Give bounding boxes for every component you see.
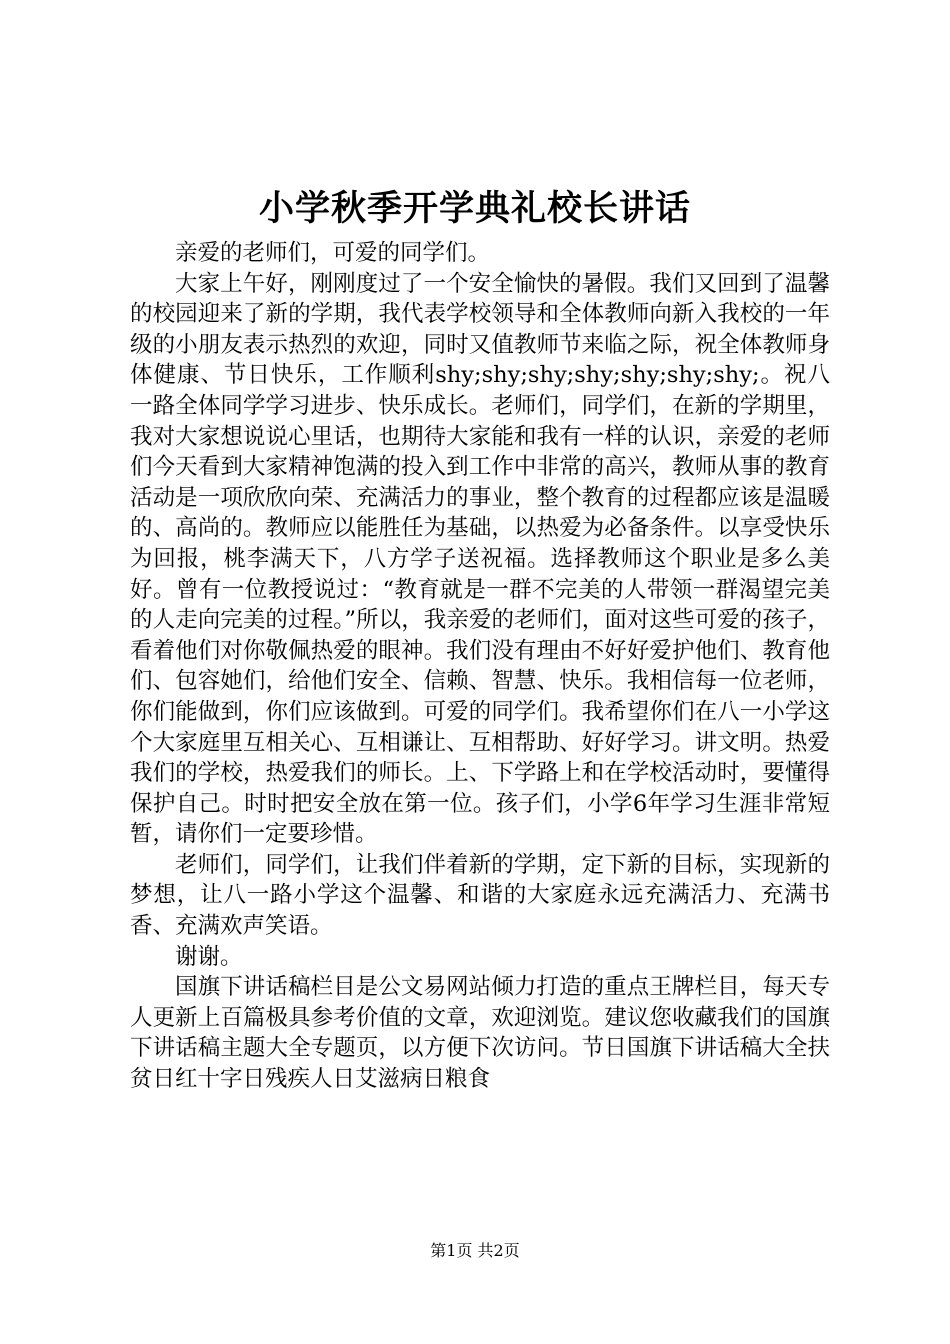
paragraph-greeting: 亲爱的老师们，可爱的同学们。 xyxy=(175,240,491,266)
page-title: 小学秋季开学典礼校长讲话 xyxy=(258,188,691,229)
paragraph-main: 大家上午好，刚刚度过了一个安全愉快的暑假。我们又回到了温馨的校园迎来了新的学期，我代表学校领导和全体教师向新入我校的一年级的小朋友表示热烈的欢迎，同时又值教师节来临之际，祝全体教师身体健康、节日快乐，工作顺利shy;shy;shy;shy;shy;shy;shy;。祝八一路全体同学学习进步、快乐成长。老师们，同学们，在新的学期里，我对大家想说说心里话，也期待大家能和我有一样的认识，亲爱的老师们今天看到大家精神饱满的投入到工作中非常的高兴，教师从事的教育活动是一项欣欣向荣、充满活力的事业，整个教育的过程都应该是温暖的、高尚的。教师应以能胜任为基础，以热爱为必备条件。以享受快乐为回报，桃李满天下，八方学子送祝福。选择教师这个职业是多么美好。曾有一位教授说过：“教育就是一群不完美的人带领一群渴望完美的人走向完美的过程。”所以，我亲爱的老师们，面对这些可爱的孩子，看着他们对你敬佩热爱的眼神。我们没有理由不好好爱护他们、教育他们、包容她们，给他们安全、信赖、智慧、快乐。我相信每一位老师，你们能做到，你们应该做到。可爱的同学们。我希望你们在八一小学这个大家庭里互相关心、互相谦让、互相帮助、好好学习。讲文明。热爱我们的学校，热爱我们的师长。上、下学路上和在学校活动时，要懂得保护自己。时时把安全放在第一位。孩子们，小学6年学习生涯非常短暂，请你们一定要珍惜。 xyxy=(130,270,830,848)
paragraph-thanks: 谢谢。 xyxy=(175,943,243,970)
paragraph-closing: 老师们，同学们，让我们伴着新的学期，定下新的目标，实现新的梦想，让八一路小学这个温馨、和谐的大家庭永远充满活力、充满书香、充满欢声笑语。 xyxy=(130,851,830,940)
paragraph-promo: 国旗下讲话稿栏目是公文易网站倾力打造的重点王牌栏目，每天专人更新上百篇极具参考价值的文章，欢迎浏览。建议您收藏我们的国旗下讲话稿主题大全专题页，以方便下次访问。节日国旗下讲话稿大全扶贫日红十字日残疾人日艾滋病日粮食 xyxy=(130,974,830,1093)
page-number-footer: 第1页 共2页 xyxy=(430,1241,520,1260)
document-body xyxy=(130,238,830,1095)
